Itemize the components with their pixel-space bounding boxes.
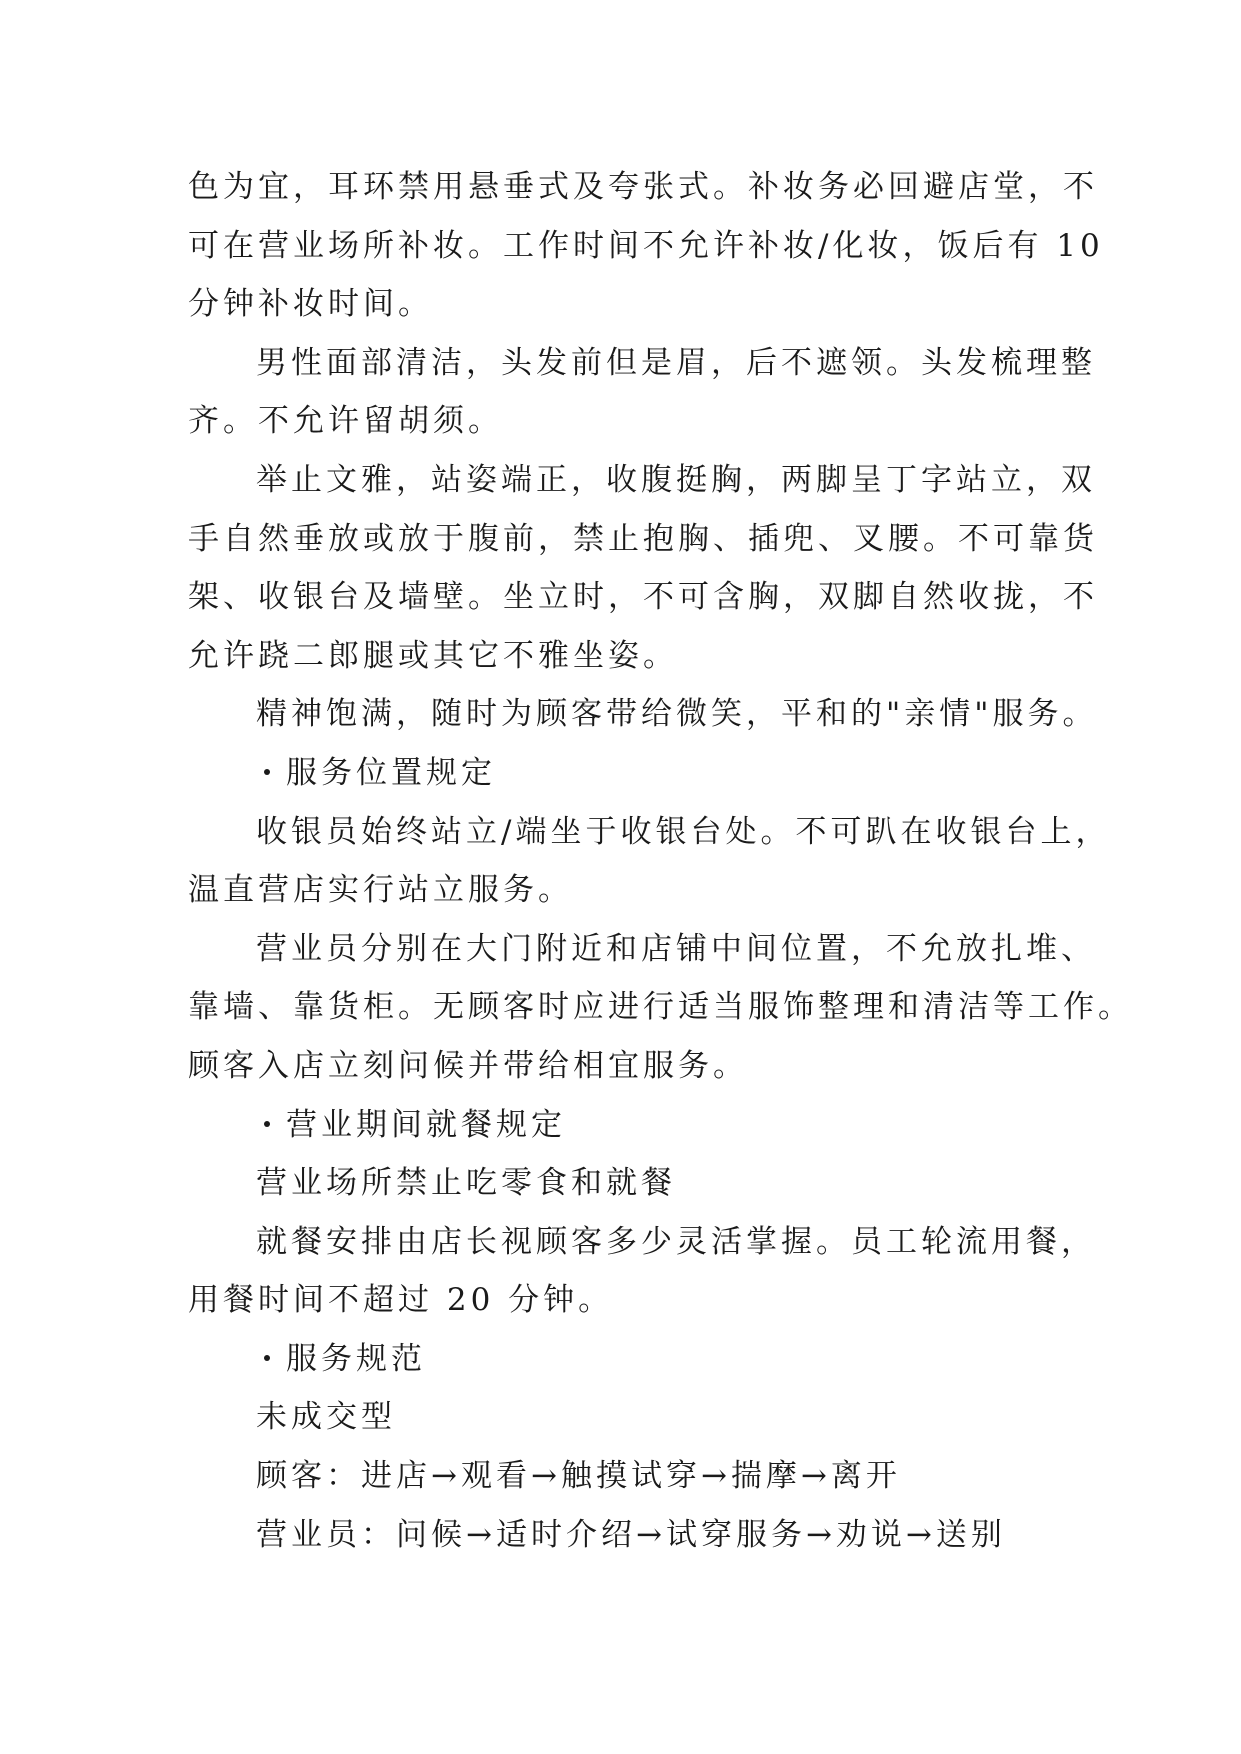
paragraph-line: 允许跷二郎腿或其它不雅坐姿。 xyxy=(188,637,678,674)
paragraph-line: 举止文雅，站姿端正，收腹挺胸，两脚呈丁字站立，双 xyxy=(256,461,1096,498)
paragraph-line: 收银员始终站立/端坐于收银台处。不可趴在收银台上， xyxy=(256,813,1111,850)
bullet-icon xyxy=(264,1330,286,1389)
section-heading-service-norms xyxy=(188,1330,1068,1389)
paragraph-line: 营业员分别在大门附近和店铺中间位置，不允放扎堆、 xyxy=(256,930,1096,967)
bullet-icon xyxy=(264,744,286,803)
section-heading-text: 营业期间就餐规定 xyxy=(286,1106,566,1143)
paragraph-line: 靠墙、靠货柜。无顾客时应进行适当服饰整理和清洁等工作。 xyxy=(188,989,1133,1026)
paragraph-line: 手自然垂放或放于腹前，禁止抱胸、插兜、叉腰。不可靠货 xyxy=(188,520,1098,557)
paragraph-line: 温直营店实行站立服务。 xyxy=(188,872,573,909)
paragraph-line: 用餐时间不超过 20 分钟。 xyxy=(188,1282,614,1319)
document-body xyxy=(188,158,1133,1564)
section-heading-service-position xyxy=(188,744,1068,803)
paragraph-line: 色为宜，耳环禁用悬垂式及夸张式。补妆务必回避店堂，不 xyxy=(188,169,1098,205)
paragraph-line: 就餐安排由店长视顾客多少灵活掌握。员工轮流用餐， xyxy=(256,1223,1096,1260)
paragraph-line: 架、收银台及墙壁。坐立时，不可含胸，双脚自然收拢，不 xyxy=(188,579,1098,616)
paragraph-line: 齐。不允许留胡须。 xyxy=(188,403,503,440)
paragraph-line: 精神饱满，随时为顾客带给微笑，平和的"亲情"服务。 xyxy=(256,696,1098,733)
section-heading-meal-rules xyxy=(188,1096,1068,1155)
paragraph-line: 未成交型 xyxy=(256,1399,396,1436)
paragraph-line: 顾客入店立刻问候并带给相宜服务。 xyxy=(188,1047,748,1084)
section-heading-text: 服务位置规定 xyxy=(286,754,496,791)
paragraph-line: 可在营业场所补妆。工作时间不允许补妆/化妆，饭后有 10 xyxy=(188,227,1104,264)
paragraph-line: 男性面部清洁，头发前但是眉，后不遮领。头发梳理整 xyxy=(256,344,1096,381)
bullet-icon xyxy=(264,1096,286,1155)
section-heading-text: 服务规范 xyxy=(286,1340,426,1377)
paragraph-line: 分钟补妆时间。 xyxy=(188,286,433,323)
paragraph-line: 营业场所禁止吃零食和就餐 xyxy=(256,1165,676,1202)
paragraph-line: 顾客：进店→观看→触摸试穿→揣摩→离开 xyxy=(256,1458,901,1495)
paragraph-line: 营业员：问候→适时介绍→试穿服务→劝说→送别 xyxy=(256,1516,1006,1553)
